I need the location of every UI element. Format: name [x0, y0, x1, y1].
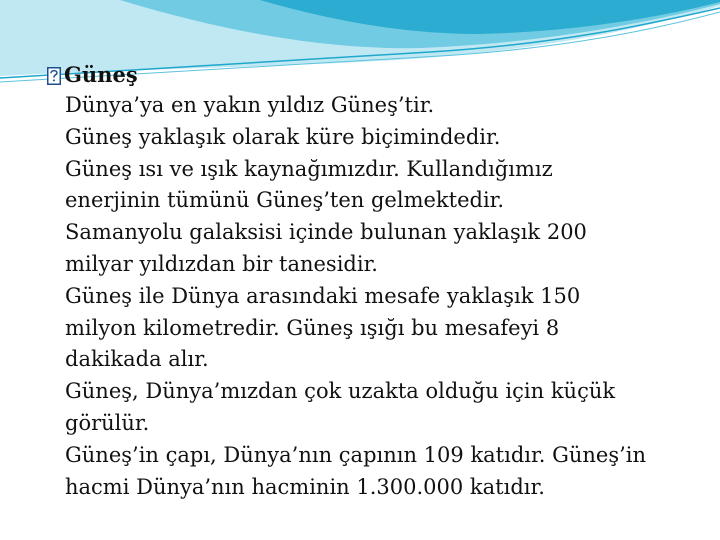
body-line: Samanyolu galaksisi içinde bulunan yaklaşık 200: [65, 220, 587, 245]
body-line: Güneş yaklaşık olarak küre biçimindedir.: [65, 124, 501, 149]
body-line: enerjinin tümünü Güneş’ten gelmektedir.: [65, 188, 505, 213]
body-line: Güneş, Dünya’mızdan çok uzakta olduğu için küçük: [65, 379, 616, 404]
missing-glyph-icon: [47, 67, 61, 85]
content-area: [47, 60, 697, 503]
body-text: [65, 90, 697, 503]
body-line: dakikada alır.: [65, 347, 209, 372]
body-line: Güneş ile Dünya arasındaki mesafe yaklaşık 150: [65, 283, 581, 308]
slide-title: Güneş: [64, 62, 138, 87]
body-line: görülür.: [65, 410, 150, 435]
body-line: milyon kilometredir. Güneş ışığı bu mesafeyi 8: [65, 315, 560, 340]
body-line: Dünya’ya en yakın yıldız Güneş’tir.: [65, 93, 435, 117]
title-row: [47, 60, 697, 90]
body-line: milyar yıldızdan bir tanesidir.: [65, 251, 378, 276]
body-line: hacmi Dünya’nın hacminin 1.300.000 katıdır.: [65, 474, 545, 499]
body-line: Güneş ısı ve ışık kaynağımızdır. Kullandığımız: [65, 156, 553, 181]
body-line: Güneş’in çapı, Dünya’nın çapının 109 katıdır. Güneş’in: [65, 442, 647, 467]
